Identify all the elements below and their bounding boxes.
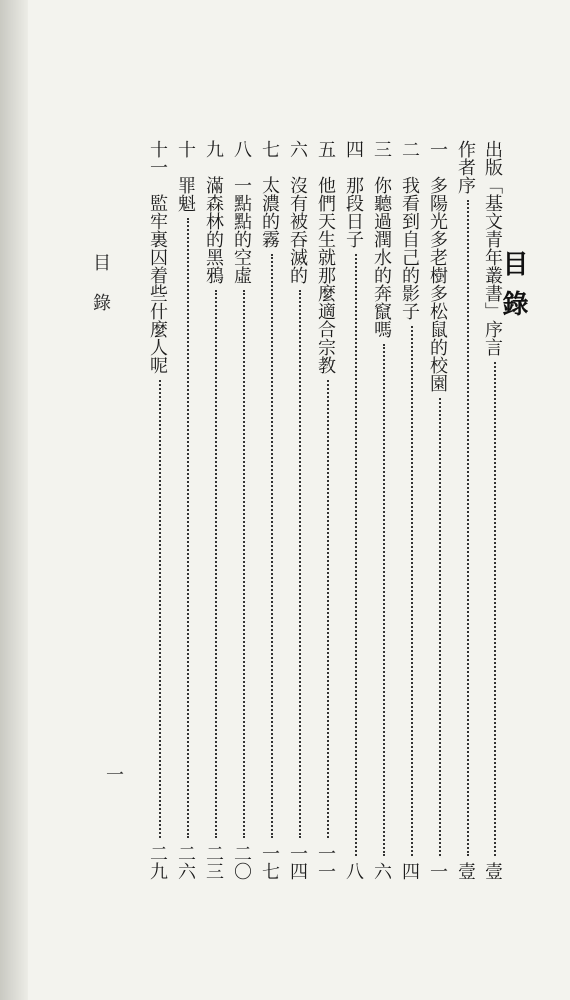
toc-entry-title: 九 滿森林的黑鴉 bbox=[203, 140, 224, 284]
toc-entry-page: 壹 bbox=[482, 862, 503, 880]
toc-leader-dots bbox=[355, 254, 357, 856]
toc-entry-title: 八 一點點的空虛 bbox=[231, 140, 252, 284]
toc-leader-dots bbox=[271, 254, 273, 838]
toc-entry bbox=[143, 140, 169, 880]
toc-leader-dots bbox=[411, 326, 413, 856]
toc-leader-dots bbox=[383, 344, 385, 856]
toc-leader-dots bbox=[299, 290, 301, 838]
toc-entry-title: 作者序 bbox=[455, 140, 476, 194]
toc-entry bbox=[199, 140, 225, 880]
toc-leader-dots bbox=[494, 362, 496, 856]
toc-entry-title: 六 沒有被吞滅的 bbox=[287, 140, 308, 284]
toc-entry-title: 三 你聽過潤水的奔竄嗎 bbox=[371, 140, 392, 338]
toc-leader-dots bbox=[215, 290, 217, 838]
toc-entry bbox=[478, 140, 504, 880]
toc-entry bbox=[255, 140, 281, 880]
toc-entry-title: 五 他們天生就那麼適合宗教 bbox=[315, 140, 336, 374]
toc-entry bbox=[171, 140, 197, 880]
toc-entry-page: 八 bbox=[343, 862, 364, 880]
toc-entry bbox=[339, 140, 365, 880]
toc-leader-dots bbox=[243, 290, 245, 838]
toc-entry-page: 壹 bbox=[455, 862, 476, 880]
toc-entry-title: 十一 監牢裏囚着些什麼人呢 bbox=[147, 140, 168, 374]
toc-entry-title: 出版「基文青年叢書」序言 bbox=[482, 140, 503, 356]
toc-entry bbox=[451, 140, 477, 880]
toc-entry-page: 一一 bbox=[315, 844, 336, 880]
page-gutter bbox=[0, 0, 28, 1000]
toc-entry-title: 七 太濃的霧 bbox=[259, 140, 280, 248]
toc-leader-dots bbox=[467, 200, 469, 856]
toc-leader-dots bbox=[327, 380, 329, 838]
toc-entry bbox=[283, 140, 309, 880]
toc-entry-page: 四 bbox=[399, 862, 420, 880]
toc-entry bbox=[227, 140, 253, 880]
toc-entry bbox=[367, 140, 393, 880]
running-head: 目錄 bbox=[90, 253, 111, 333]
toc-entry-page: 二三 bbox=[203, 844, 224, 880]
toc-entry bbox=[423, 140, 449, 880]
toc-entry-title: 十 罪魁 bbox=[175, 140, 196, 212]
page-number: 一 bbox=[103, 765, 124, 783]
toc-entry-title: 一 多陽光多老樹多松鼠的校園 bbox=[427, 140, 448, 392]
page-title: 目錄 bbox=[498, 250, 528, 330]
toc-entry-page: 一七 bbox=[259, 844, 280, 880]
toc-entry-page: 一四 bbox=[287, 844, 308, 880]
toc-leader-dots bbox=[187, 218, 189, 838]
toc-entry-page: 二六 bbox=[175, 844, 196, 880]
toc-entry-page: 二九 bbox=[147, 844, 168, 880]
toc-entry-page: 二〇 bbox=[231, 844, 252, 880]
toc-entry-title: 四 那段日子 bbox=[343, 140, 364, 248]
toc-entry-page: 一 bbox=[427, 862, 448, 880]
toc-entry bbox=[395, 140, 421, 880]
toc-entry-title: 二 我看到自己的影子 bbox=[399, 140, 420, 320]
toc-leader-dots bbox=[439, 398, 441, 856]
toc-leader-dots bbox=[159, 380, 161, 838]
toc-entry bbox=[311, 140, 337, 880]
toc-entry-page: 六 bbox=[371, 862, 392, 880]
